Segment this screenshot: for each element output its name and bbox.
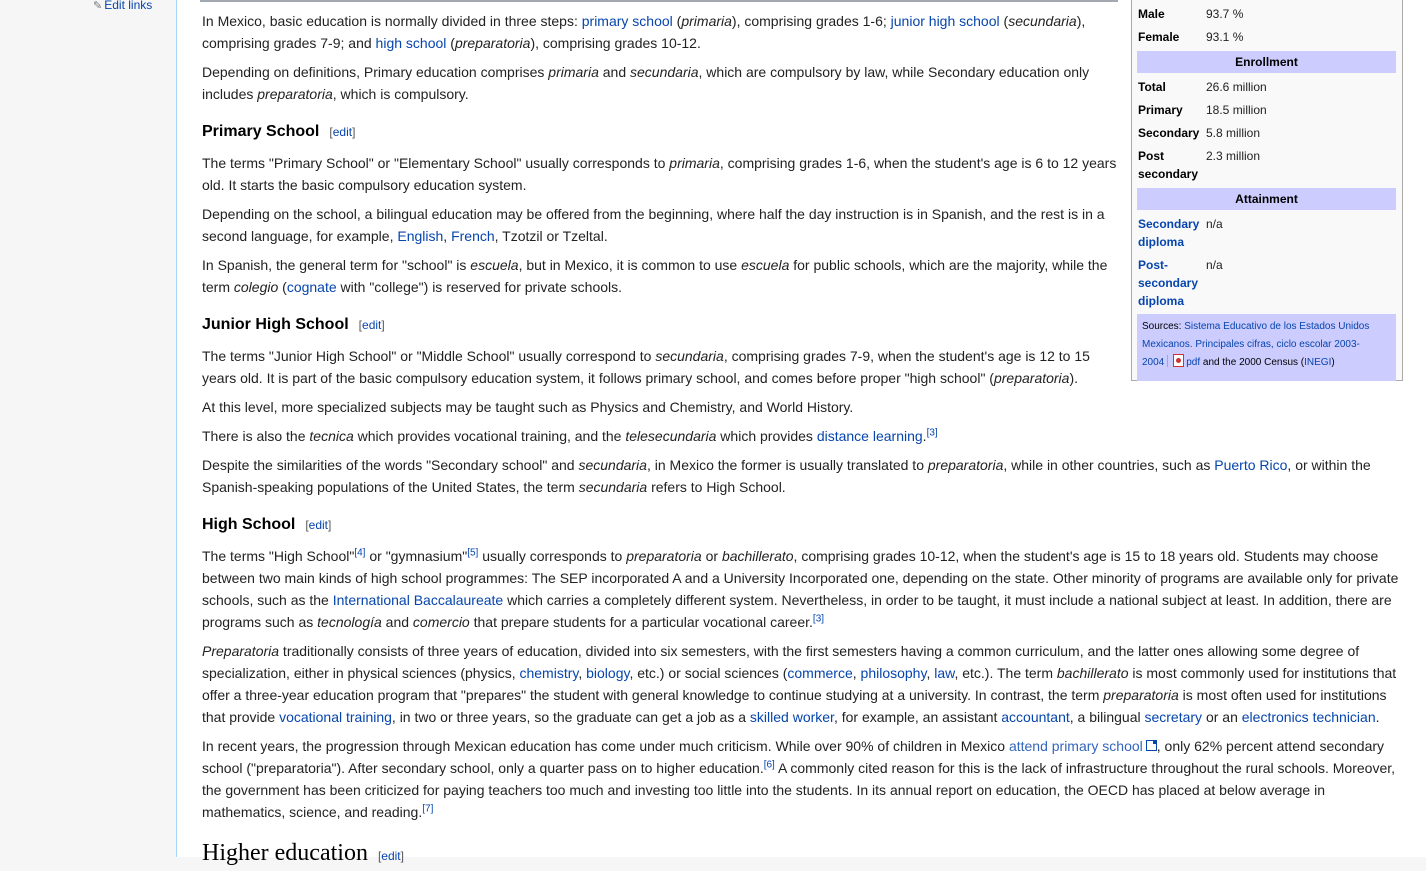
primary-paragraph-1: The terms "Primary School" or "Elementary School" usually corresponds to primaria, comprising grades 1-6, when the student's age is 6 to 12 years old. It starts the basic compulsory education system.	[202, 155, 1117, 193]
edit-section-link[interactable]: [edit]	[377, 849, 404, 863]
edit-section-link[interactable]: [edit]	[305, 518, 332, 532]
link-vocational-training[interactable]: vocational training	[279, 709, 392, 725]
intro-paragraph-1: In Mexico, basic education is normally divided in three steps: primary school (primaria), comprising grades 1-6; junior high school (secundaria), comprising grades 7-9; and high school (preparatoria), comprising grades 10-12.	[202, 13, 1086, 51]
link-sources-sistema-educativo[interactable]: Sistema Educativo de los Estados Unidos Mexicanos. Principales cifras, ciclo escolar 2003- 2004	[1142, 321, 1370, 368]
primary-paragraph-2: Depending on the school, a bilingual education may be offered from the beginning, where half the day instruction is in Spanish, and the rest is in a second language, for example, English, French, Tzotzil or Tzeltal.	[202, 206, 1105, 244]
link-law[interactable]: law	[934, 665, 955, 681]
separator	[1167, 355, 1168, 367]
link-puerto-rico[interactable]: Puerto Rico	[1214, 457, 1288, 473]
link-distance-learning[interactable]: distance learning	[816, 428, 923, 444]
junior-paragraph-4: Despite the similarities of the words "Secondary school" and secundaria, in Mexico the former is usually translated to preparatoria, while in other countries, such as Puerto Rico, or within the Spanish-speaking populations of the United States, the term secundaria refers to High School.	[202, 457, 1371, 495]
junior-paragraph-2: At this level, more specialized subjects may be taught such as Physics and Chemistry, and World History.	[202, 399, 854, 415]
link-secondary-diploma[interactable]: Secondary diploma	[1138, 217, 1200, 249]
link-junior-high-school[interactable]: junior high school	[890, 13, 1000, 29]
link-chemistry[interactable]: chemistry	[519, 665, 579, 681]
junior-paragraph-1: The terms "Junior High School" or "Middle School" usually correspond to secundaria, comprising grades 7-9, when the student's age is 12 to 15 years old. It is part of the basic compulsory education system, it follows primary school, and comes before proper "high school" (preparatoria).	[202, 348, 1090, 386]
high-paragraph-3: In recent years, the progression through Mexican education has come under much criticism. While over 90% of children in Mexico attend primary school , only 62% percent attend secondary school ("preparatoria"). After secondary school, only a quarter pass on to higher education.[6] A commonly cited reason for this is the lack of infrastructure throughout the rural schools. Moreover, the government has been criticized for paying teachers too much and investing too little into the students. In its annual report on education, the OECD has placed at below average in mathematics, science, and reading.[7]	[202, 738, 1396, 820]
heading-high-school: High School [edit]	[202, 516, 332, 533]
link-biology[interactable]: biology	[586, 665, 630, 681]
infobox-header-enrollment: Enrollment	[1137, 51, 1396, 73]
citation-4[interactable]: [4]	[354, 547, 366, 559]
link-electronics-technician[interactable]: electronics technician	[1241, 709, 1376, 725]
link-accountant[interactable]: accountant	[1001, 709, 1070, 725]
link-skilled-worker[interactable]: skilled worker	[749, 709, 834, 725]
infobox-header-attainment: Attainment	[1137, 188, 1396, 210]
citation-3[interactable]: [3]	[812, 613, 825, 625]
divider	[200, 0, 1118, 2]
link-philosophy[interactable]: philosophy	[860, 665, 927, 681]
link-primary-school[interactable]: primary school	[581, 13, 673, 29]
link-commerce[interactable]: commerce	[787, 665, 853, 681]
primary-paragraph-3: In Spanish, the general term for "school" is escuela, but in Mexico, it is common to use escuela for public schools, which are the majority, while the term colegio (cognate with "college") is reserved for private schools.	[202, 257, 1108, 295]
high-paragraph-1: The terms "High School"[4] or "gymnasium"[5] usually corresponds to preparatoria or bachillerato, comprising grades 10-12, when the student's age is 15 to 18 years old. Students may choose between two main kinds of high school programmes: The SEP incorporated A and a University Incorporated one, depending on the state. Other minority of programs are available only for private schools, such as the International Baccalaureate which carries a completely different system. Nevertheless, in order to be taught, it must include a national subject at least. In addition, there are programs such as tecnología and comercio that prepare students for a particular vocational career.[3]	[202, 547, 1399, 630]
citation-3[interactable]: [3]	[926, 427, 938, 439]
link-high-school[interactable]: high school	[375, 35, 447, 51]
citation-6[interactable]: [6]	[763, 759, 775, 771]
link-french[interactable]: French	[451, 228, 495, 244]
pdf-icon	[1173, 354, 1184, 367]
link-post-secondary-diploma[interactable]: Post- secondary diploma	[1138, 258, 1199, 308]
link-attend-primary-school[interactable]: attend primary school	[1008, 738, 1143, 754]
junior-paragraph-3: There is also the tecnica which provides vocational training, and the telesecundaria which provides distance learning.[3]	[202, 427, 938, 444]
pencil-icon: ✎	[93, 0, 103, 12]
link-inegi[interactable]: INEGI	[1304, 357, 1332, 368]
heading-primary-school: Primary School [edit]	[202, 123, 356, 140]
infobox-sources: Sources: Sistema Educativo de los Estados Unidos Mexicanos. Principales cifras, ciclo escolar 2003- 2004 pdf and the 2000 Census (INEGI)	[1137, 314, 1396, 381]
sidebar	[0, 0, 176, 857]
intro-paragraph-2: Depending on definitions, Primary education comprises primaria and secundaria, which are compulsory by law, while Secondary education only includes preparatoria, which is compulsory.	[202, 64, 1090, 102]
link-english[interactable]: English	[397, 228, 444, 244]
link-pdf[interactable]: pdf	[1186, 357, 1201, 368]
citation-7[interactable]: [7]	[422, 803, 434, 815]
external-link-icon	[1146, 740, 1157, 751]
heading-higher-education: Higher education [edit]	[202, 840, 404, 866]
edit-section-link[interactable]: [edit]	[358, 318, 385, 332]
edit-links-link[interactable]	[93, 0, 152, 12]
citation-5[interactable]: [5]	[467, 547, 479, 559]
link-secretary[interactable]: secretary	[1144, 709, 1203, 725]
link-cognate[interactable]: cognate	[286, 279, 337, 295]
edit-section-link[interactable]: [edit]	[329, 125, 356, 139]
heading-junior-high-school: Junior High School [edit]	[202, 316, 385, 333]
infobox: Male 93.7 % Female 93.1 % Enrollment Total 26.6 million Primary 18.5 million Secondary 5.8 million Post secondary 2.3 million Attainment Secondary diploma n/a Post- secondary diploma n/a Sources: Sistema Educativo de los Estados Unidos Mexicanos. Principales cifras, ciclo escolar 2003- 2004 pdf and the 2000 Census (INEGI)	[1131, 0, 1403, 381]
edit-links-label: Edit links	[104, 0, 153, 12]
high-paragraph-2: Preparatoria traditionally consists of three years of education, divided into six semesters, with the first semesters having a common curriculum, and the latter ones allowing some degree of specialization, either in physical sciences (physics, chemistry, biology, etc.) or social sciences (commerce, philosophy, law, etc.). The term bachillerato is most commonly used for institutions that offer a three-year education program that "prepares" the student with general knowledge to continue studying at a university. In contrast, the term preparatoria is most often used for institutions that provide vocational training, in two or three years, so the graduate can get a job as a skilled worker, for example, an assistant accountant, a bilingual secretary or an electronics technician.	[202, 643, 1397, 725]
link-international-baccalaureate[interactable]: International Baccalaureate	[332, 592, 504, 608]
